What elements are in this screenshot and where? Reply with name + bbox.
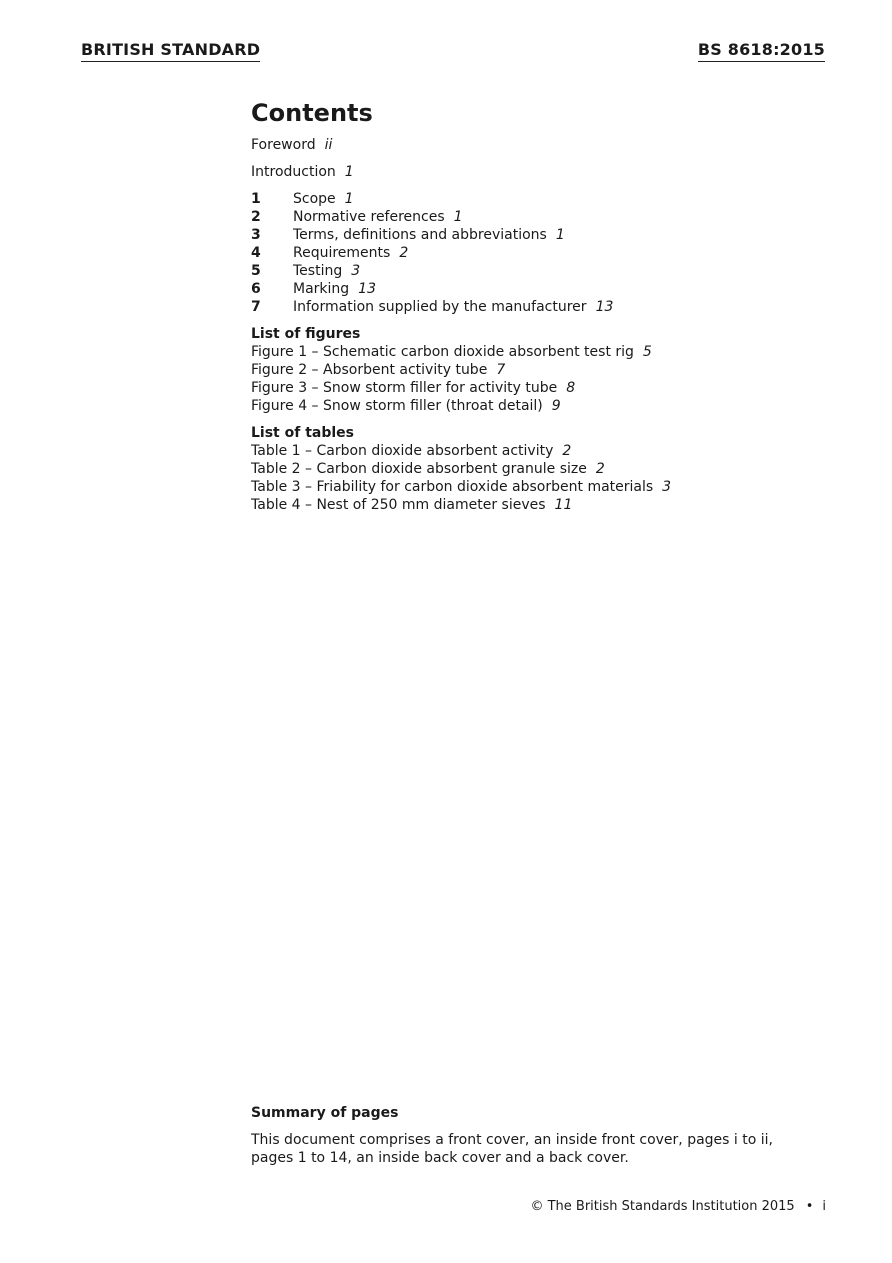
toc-section-entry[interactable] <box>251 262 831 280</box>
toc-section-entry[interactable] <box>251 208 831 226</box>
toc-figure-label: Figure 1 – Schematic carbon dioxide absorbent test rig <box>251 344 634 360</box>
toc-figure-entry[interactable] <box>251 361 831 379</box>
toc-section-label: Requirements <box>293 245 391 261</box>
toc-section-page: 13 <box>358 281 376 297</box>
toc-table-entry[interactable] <box>251 496 831 514</box>
toc-figure-label: Figure 4 – Snow storm filler (throat detail) <box>251 398 543 414</box>
toc-section-page: 2 <box>399 245 409 261</box>
toc-figure-page: 9 <box>551 398 561 414</box>
toc-table-page: 2 <box>595 461 605 477</box>
summary-heading: Summary of pages <box>251 1105 399 1121</box>
toc-section-label: Marking <box>293 281 350 297</box>
toc-table-page: 3 <box>662 479 672 495</box>
toc-section-entry[interactable] <box>251 244 831 262</box>
toc-table-page: 2 <box>562 443 572 459</box>
toc-section-entry[interactable] <box>251 190 831 208</box>
summary-line: This document comprises a front cover, an inside front cover, pages i to ii, <box>251 1132 773 1148</box>
list-of-figures <box>251 325 831 415</box>
toc-figure-page: 5 <box>642 344 652 360</box>
toc-section-label: Testing <box>293 263 343 279</box>
toc-entry-page: ii <box>324 137 333 153</box>
toc-entry-label: Foreword <box>251 137 316 153</box>
toc-figure-label: Figure 2 – Absorbent activity tube <box>251 362 488 378</box>
toc-figure-page: 8 <box>566 380 576 396</box>
toc-sections-list <box>251 190 831 316</box>
toc-section-entry[interactable] <box>251 226 831 244</box>
toc-section-label: Terms, definitions and abbreviations <box>293 227 547 243</box>
toc-section-number: 1 <box>251 191 261 207</box>
toc-entry-page: 1 <box>344 164 354 180</box>
toc-section-page: 1 <box>344 191 354 207</box>
contents-section <box>251 98 831 514</box>
page-footer <box>530 1199 826 1215</box>
toc-section-page: 13 <box>595 299 614 315</box>
toc-figure-entry[interactable] <box>251 379 831 397</box>
list-of-figures-heading: List of figures <box>251 326 361 342</box>
summary-of-pages <box>251 1104 811 1167</box>
toc-section-number: 7 <box>251 299 261 315</box>
toc-table-label: Table 3 – Friability for carbon dioxide absorbent materials <box>251 479 654 495</box>
page-number: i <box>822 1199 826 1214</box>
toc-section-label: Information supplied by the manufacturer <box>293 299 587 315</box>
toc-table-label: Table 2 – Carbon dioxide absorbent granule size <box>251 461 587 477</box>
toc-table-entry[interactable] <box>251 442 831 460</box>
toc-entry-foreword[interactable] <box>251 136 831 154</box>
contents-title: Contents <box>251 99 373 127</box>
list-of-tables <box>251 424 831 514</box>
toc-section-number: 5 <box>251 263 261 279</box>
toc-section-page: 3 <box>351 263 361 279</box>
toc-table-entry[interactable] <box>251 460 831 478</box>
copyright-notice: © The British Standards Institution 2015 <box>530 1199 795 1214</box>
toc-section-number: 2 <box>251 209 261 225</box>
toc-section-number: 6 <box>251 281 261 297</box>
toc-figure-page: 7 <box>496 362 506 378</box>
list-of-tables-heading: List of tables <box>251 425 354 441</box>
toc-figure-entry[interactable] <box>251 343 831 361</box>
toc-section-entry[interactable] <box>251 298 831 316</box>
toc-section-entry[interactable] <box>251 280 831 298</box>
toc-section-label: Normative references <box>293 209 445 225</box>
summary-text <box>251 1131 811 1167</box>
toc-section-label: Scope <box>293 191 336 207</box>
toc-table-label: Table 1 – Carbon dioxide absorbent activity <box>251 443 554 459</box>
summary-line: pages 1 to 14, an inside back cover and a back cover. <box>251 1150 629 1166</box>
header-publisher: BRITISH STANDARD <box>81 40 260 62</box>
toc-figure-entry[interactable] <box>251 397 831 415</box>
toc-table-page: 11 <box>554 497 573 513</box>
toc-section-page: 1 <box>453 209 463 225</box>
toc-table-entry[interactable] <box>251 478 831 496</box>
toc-table-label: Table 4 – Nest of 250 mm diameter sieves <box>251 497 546 513</box>
toc-section-page: 1 <box>555 227 565 243</box>
toc-section-number: 4 <box>251 245 261 261</box>
toc-entry-introduction[interactable] <box>251 163 831 181</box>
toc-figure-label: Figure 3 – Snow storm filler for activity tube <box>251 380 558 396</box>
bullet-separator: • <box>805 1199 814 1214</box>
toc-section-number: 3 <box>251 227 261 243</box>
header-standard-number: BS 8618:2015 <box>698 40 825 62</box>
toc-entry-label: Introduction <box>251 164 336 180</box>
